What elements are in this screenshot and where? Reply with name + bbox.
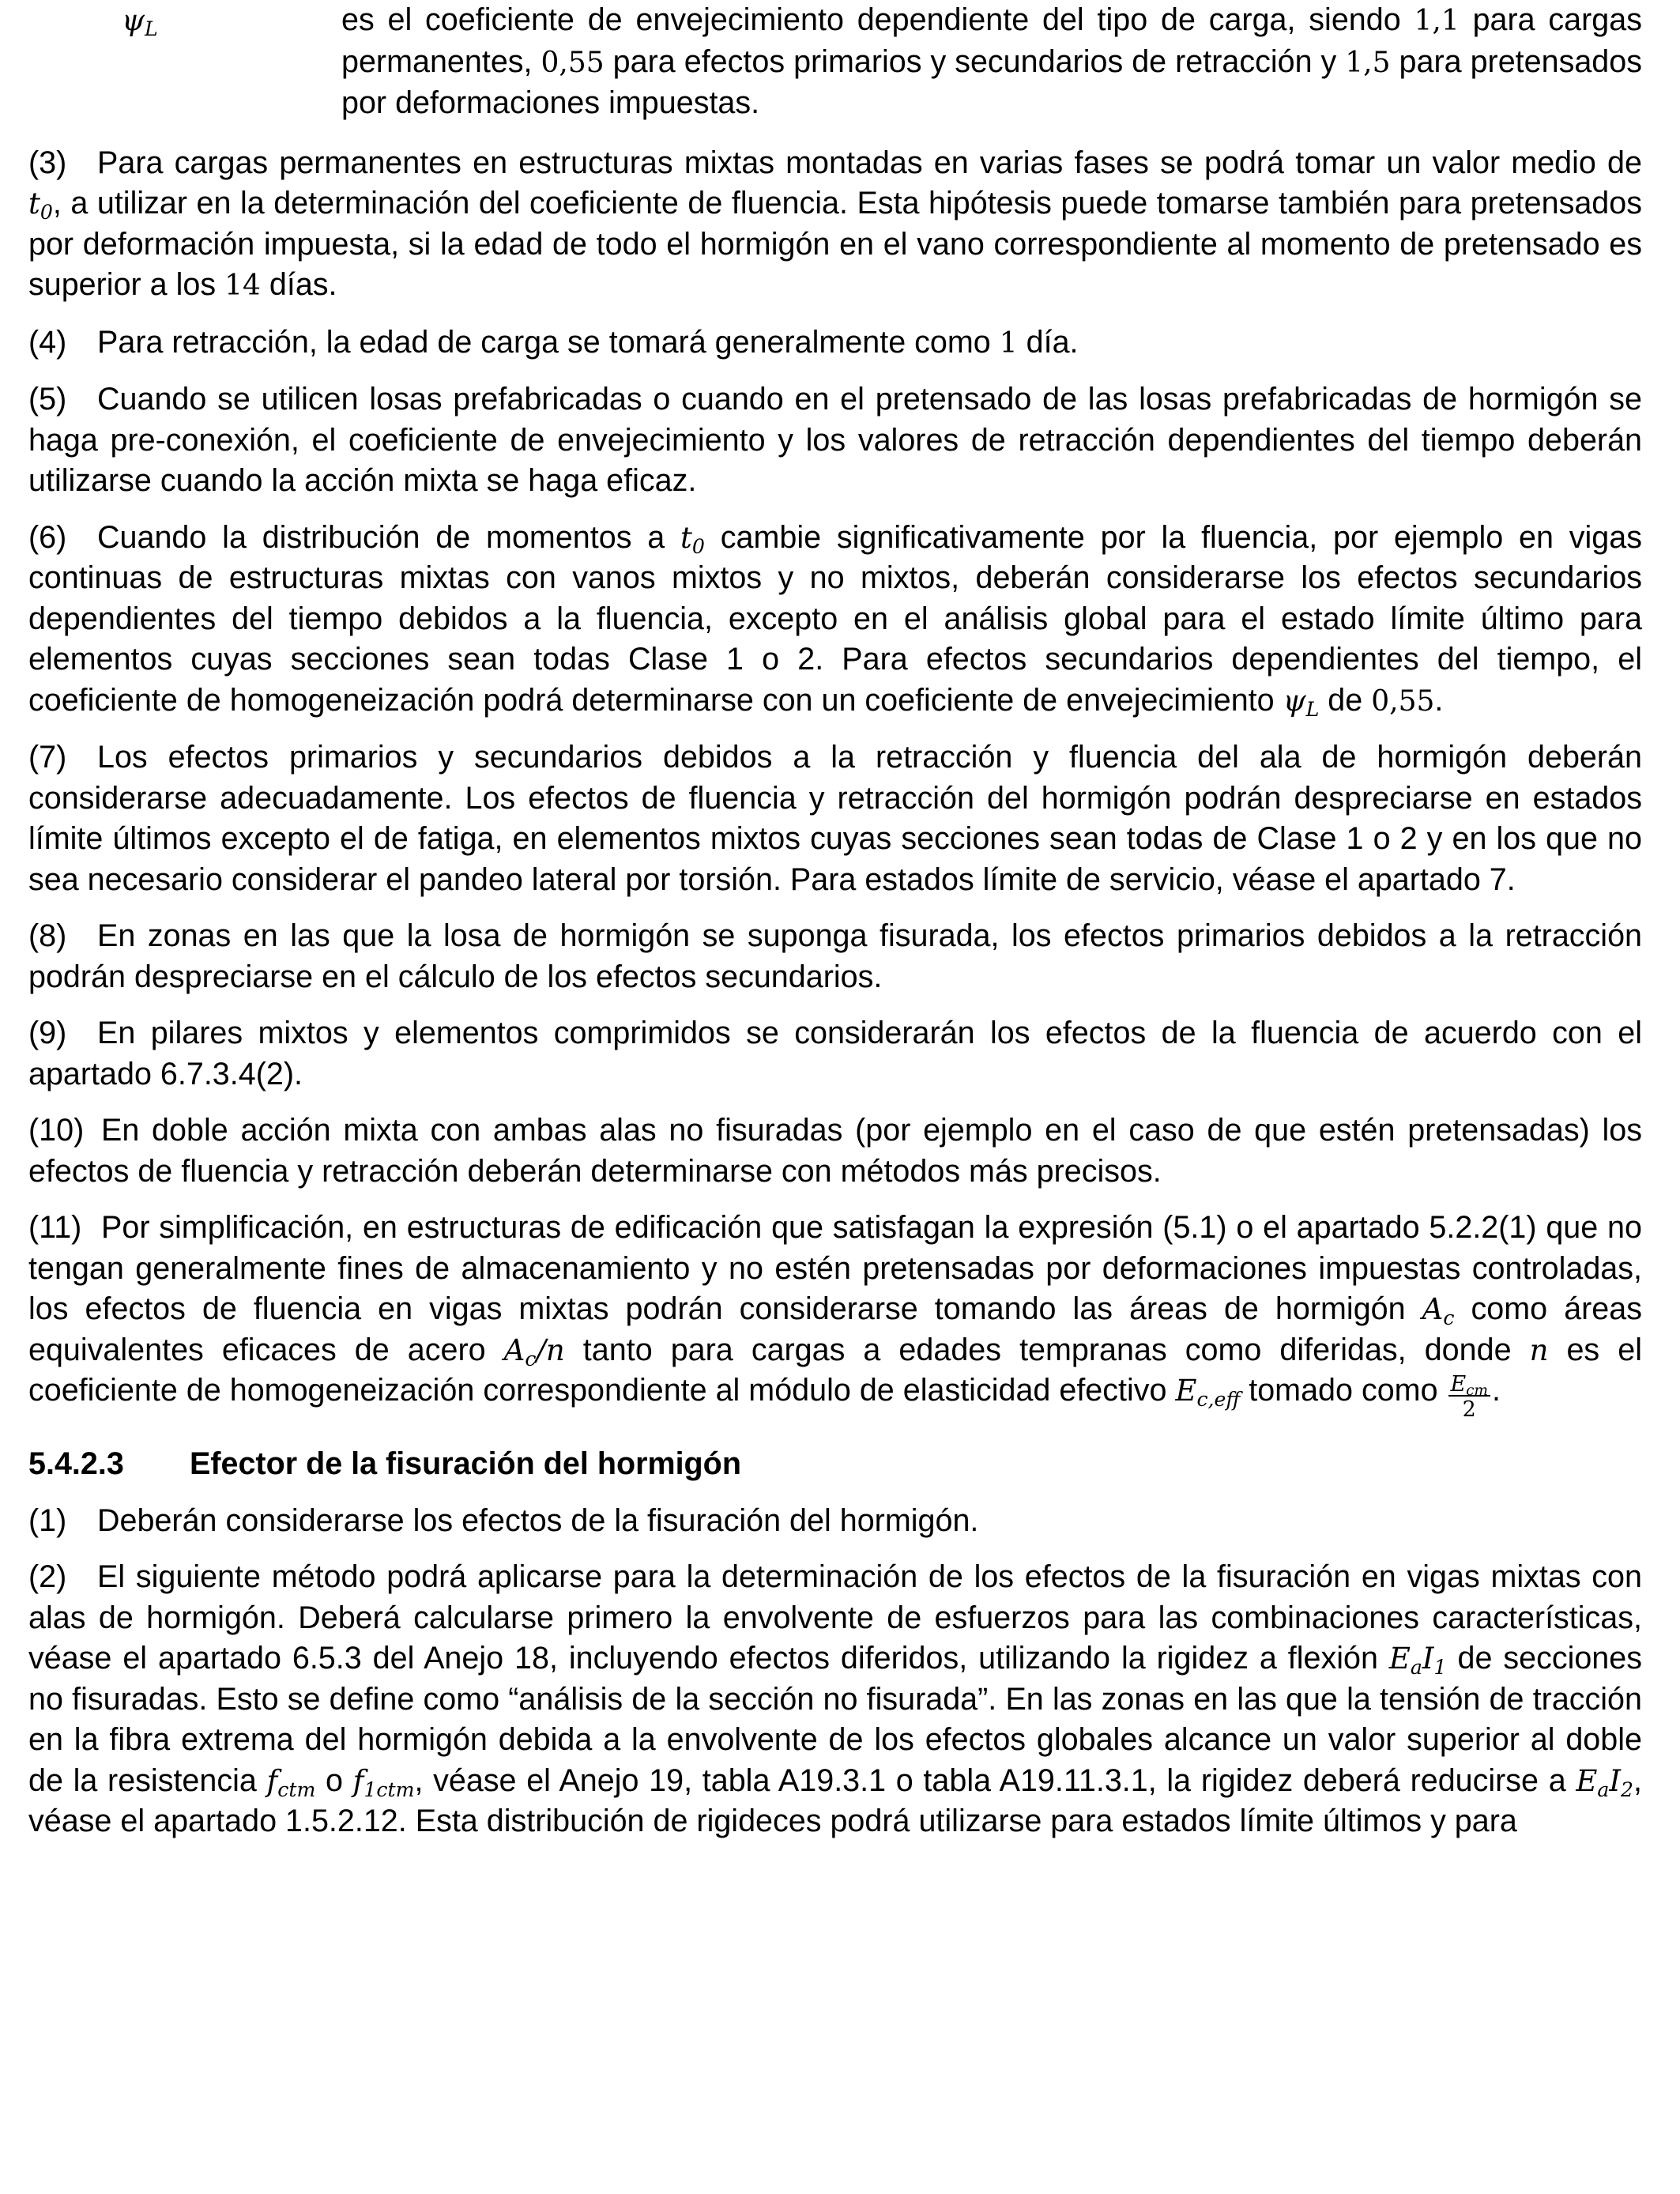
section-number: 5.4.2.3	[28, 1446, 124, 1482]
paragraph-number: (7)	[28, 740, 67, 775]
paragraph-10: (10) En doble acción mixta con ambas alas no fisuradas (por ejemplo en el caso de que estén pretensadas) los efectos de fluencia y retracción deberán determinarse con métodos más precisos.	[28, 1110, 1642, 1192]
paragraph-9: (9) En pilares mixtos y elementos comprimidos se considerarán los efectos de la fluencia de acuerdo con el apartado 6.7.3.4(2).	[28, 1013, 1642, 1095]
section-title: Efector de la fisuración del hormigón	[190, 1446, 741, 1482]
paragraph-number: (6)	[28, 519, 67, 555]
paragraph-number: (8)	[28, 918, 67, 953]
paragraph-number: (9)	[28, 1016, 67, 1050]
paragraph-number: (10)	[28, 1113, 85, 1148]
paragraph-3: (3) Para cargas permanentes en estructuras mixtas montadas en varias fases se podrá tomar un valor medio de $t_0$, a utilizar en la determinación del coeficiente de fluencia. Esta hipótesis puede tomarse también para pretensados por deformación impuesta, si la edad de todo el hormigón en el vano correspondiente al momento de pretensado es superior a los 14 días.	[28, 143, 1642, 307]
ecm-over-2-fraction: $\frac{E_{cm}}{2}$	[1448, 1374, 1490, 1420]
paragraph-7: (7) Los efectos primarios y secundarios debidos a la retracción y fluencia del ala de hormigón deberán considerarse adecuadamente. Los efectos de fluencia y retracción del hormigón podrán despreciarse en estados límite últimos excepto el de fatiga, en elementos mixtos cuyas secciones sean todas de Clase 1 o 2 y en los que no sea necesario considerar el pandeo lateral por torsión. Para estados límite de servicio, véase el apartado 7.	[28, 737, 1642, 900]
psi-symbol: $\psi_L$	[122, 3, 158, 41]
section-paragraph-1: (1) Deberán considerarse los efectos de la fisuración del hormigón.	[28, 1501, 1642, 1542]
paragraph-number: (5)	[28, 382, 67, 417]
section-paragraph-2: (2) El siguiente método podrá aplicarse para la determinación de los efectos de la fisuración en vigas mixtas con alas de hormigón. Deberá calcularse primero la envolvente de esfuerzos para las combinaciones características, véase el apartado 6.5.3 del Anejo 18, incluyendo efectos diferidos, utilizando la rigidez a flexión $E_aI_1$ de secciones no fisuradas. Esto se define como “análisis de la sección no fisurada”. En las zonas en las que la tensión de tracción en la fibra extrema del hormigón debida a la envolvente de los efectos globales alcance un valor superior al doble de la resistencia $f_{ctm}$ o $f_{1ctm}$, véase el Anejo 19, tabla A19.3.1 o tabla A19.11.3.1, la rigidez deberá reducirse a $E_aI_2$, véase el apartado 1.5.2.12. Esta distribución de rigideces podrá utilizarse para estados límite últimos y para	[28, 1557, 1642, 1842]
paragraph-number: (1)	[28, 1502, 67, 1538]
paragraph-6: (6) Cuando la distribución de momentos a $t_0$ cambie significativamente por la fluencia, por ejemplo en vigas continuas de estructuras mixtas con vanos mixtos y no mixtos, deberán considerarse los efectos secundarios dependientes del tiempo debidos a la fluencia, excepto en el análisis global para el estado límite último para elementos cuyas secciones sean todas Clase 1 o 2. Para efectos secundarios dependientes del tiempo, el coeficiente de homogeneización podrá determinarse con un coeficiente de envejecimiento $\psi_L$ de 0,55.	[28, 518, 1642, 722]
psi-definition: $\psi_L$ es el coeficiente de envejecimiento dependiente del tipo de carga, siendo 1,1 para cargas permanentes, 0,55 para efectos primarios y secundarios de retracción y 1,5 para pretensados por deformaciones impuestas.	[28, 0, 1642, 124]
paragraph-number: (2)	[28, 1559, 67, 1595]
paragraph-4: (4) Para retracción, la edad de carga se tomará generalmente como 1 día.	[28, 322, 1642, 364]
paragraph-5: (5) Cuando se utilicen losas prefabricadas o cuando en el pretensado de las losas prefabricadas de hormigón se haga pre-conexión, el coeficiente de envejecimiento y los valores de retracción dependientes del tiempo deberán utilizarse cuando la acción mixta se haga eficaz.	[28, 379, 1642, 502]
paragraph-number: (3)	[28, 145, 67, 180]
document-page	[28, 0, 1642, 1842]
paragraph-number: (4)	[28, 324, 67, 360]
paragraph-number: (11)	[28, 1210, 82, 1245]
section-heading	[28, 1444, 1642, 1485]
paragraph-11: (11) Por simplificación, en estructuras de edificación que satisfagan la expresión (5.1) o el apartado 5.2.2(1) que no tengan generalmente fines de almacenamiento y no estén pretensadas por deformaciones impuestas controladas, los efectos de fluencia en vigas mixtas podrán considerarse tomando las áreas de hormigón $A_c$ como áreas equivalentes eficaces de acero $A_c/n$ tanto para cargas a edades tempranas como diferidas, donde n es el coeficiente de homogeneización correspondiente al módulo de elasticidad efectivo $E_{c,eff}$ tomado como $\frac{E_{cm}}{2}$ .	[28, 1208, 1642, 1420]
paragraph-8: (8) En zonas en las que la losa de hormigón se suponga fisurada, los efectos primarios debidos a la retracción podrán despreciarse en el cálculo de los efectos secundarios.	[28, 916, 1642, 997]
